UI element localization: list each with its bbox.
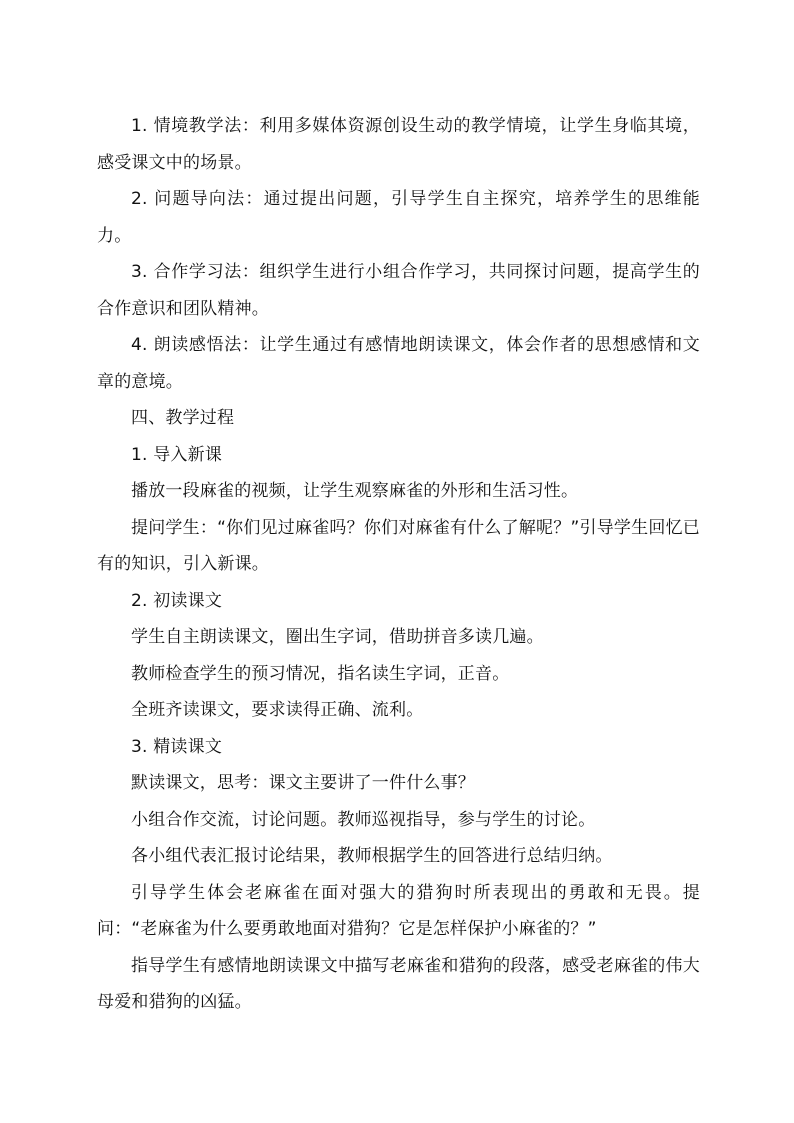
paragraph: 提问学生：“你们见过麻雀吗？你们对麻雀有什么了解呢？”引导学生回忆已有的知识，引入新课。 bbox=[97, 517, 700, 574]
subheading-intensive-reading: 3. 精读课文 bbox=[131, 736, 223, 757]
document-body bbox=[97, 108, 700, 1021]
paragraph: 小组合作交流，讨论问题。教师巡视指导，参与学生的讨论。 bbox=[131, 809, 596, 830]
paragraph: 全班齐读课文，要求读得正确、流利。 bbox=[131, 700, 424, 720]
method-cooperative: 3. 合作学习法：组织学生进行小组合作学习，共同探讨问题，提高学生的合作意识和团队精神。 bbox=[97, 262, 700, 319]
subheading-introduction: 1. 导入新课 bbox=[131, 444, 223, 465]
paragraph: 播放一段麻雀的视频，让学生观察麻雀的外形和生活习性。 bbox=[131, 481, 579, 501]
paragraph: 各小组代表汇报讨论结果，教师根据学生的回答进行总结归纳。 bbox=[131, 846, 613, 866]
method-reading: 4. 朗读感悟法：让学生通过有感情地朗读课文，体会作者的思想感情和文章的意境。 bbox=[97, 335, 700, 392]
paragraph: 指导学生有感情地朗读课文中描写老麻雀和猎狗的段落，感受老麻雀的伟大母爱和猎狗的凶猛。 bbox=[97, 955, 700, 1012]
paragraph: 引导学生体会老麻雀在面对强大的猎狗时所表现出的勇敢和无畏。提问：“老麻雀为什么要勇敢地面对猎狗？它是怎样保护小麻雀的？” bbox=[97, 882, 700, 939]
method-problem-oriented: 2. 问题导向法：通过提出问题，引导学生自主探究，培养学生的思维能力。 bbox=[97, 189, 700, 246]
paragraph: 教师检查学生的预习情况，指名读生字词，正音。 bbox=[131, 663, 510, 684]
subheading-first-reading: 2. 初读课文 bbox=[131, 590, 223, 611]
paragraph: 默读课文，思考：课文主要讲了一件什么事？ bbox=[131, 773, 475, 793]
method-situational: 1. 情境教学法：利用多媒体资源创设生动的教学情境，让学生身临其境，感受课文中的场景。 bbox=[97, 116, 700, 173]
paragraph: 学生自主朗读课文，圈出生字词，借助拼音多读几遍。 bbox=[131, 627, 544, 647]
section-heading-teaching-process: 四、教学过程 bbox=[131, 408, 235, 428]
